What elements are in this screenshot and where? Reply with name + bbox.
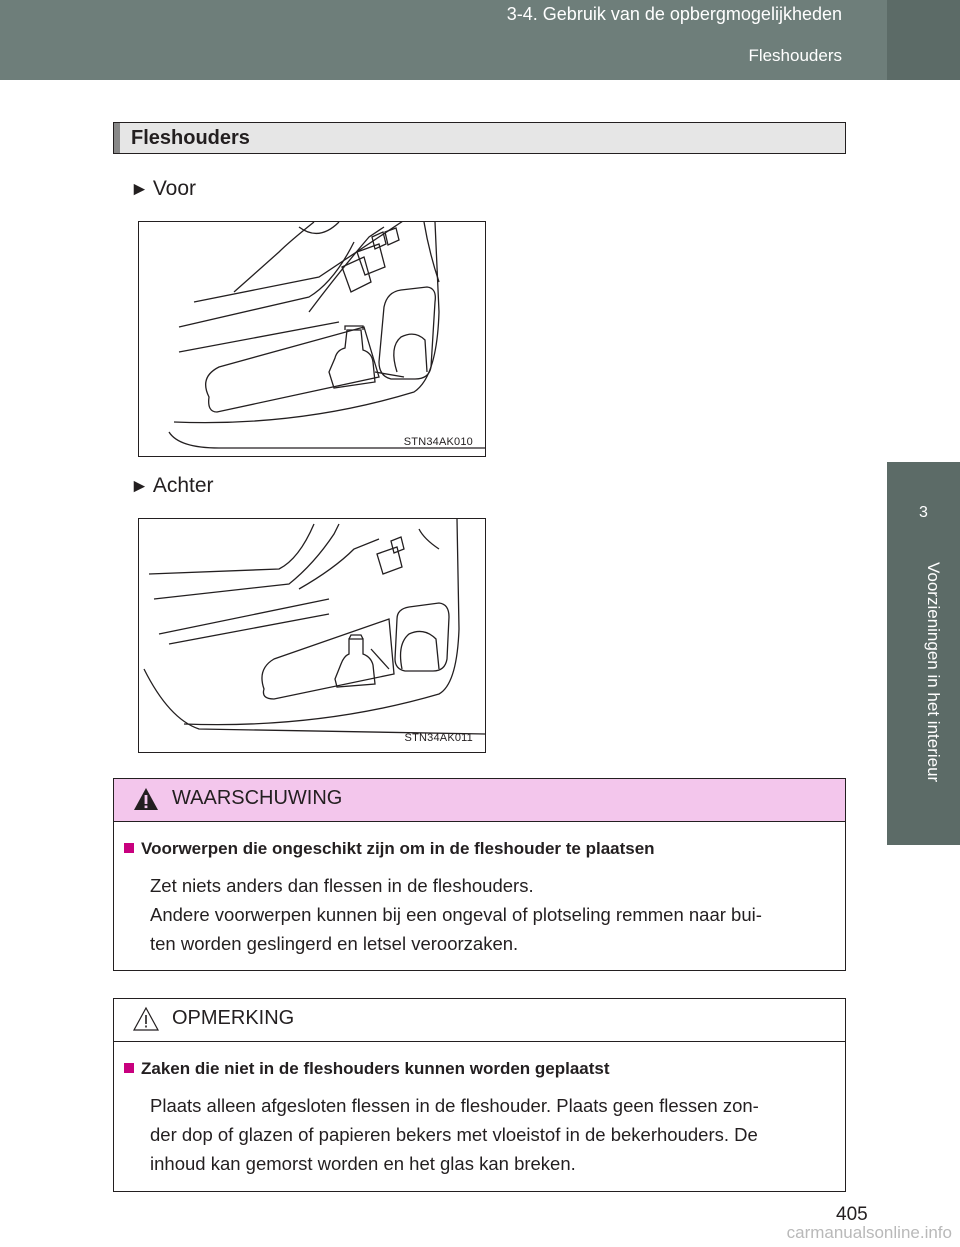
bullet-square-icon	[124, 1063, 134, 1073]
page-header	[0, 0, 887, 80]
header-section: 3-4. Gebruik van de opbergmogelijkheden	[506, 4, 842, 24]
section-title: Fleshouders	[131, 127, 250, 149]
warning-subhead-text: Voorwerpen die ongeschikt zijn om in de fleshouder te plaatsen	[141, 839, 655, 858]
figure-label-front	[130, 177, 196, 201]
front-door-bottle-holder-illustration	[139, 222, 485, 456]
notice-title: OPMERKING	[172, 1007, 295, 1029]
watermark: carmanualsonline.info	[786, 1223, 952, 1242]
warning-line: ten worden geslingerd en letsel veroorzaken.	[150, 933, 519, 954]
caution-triangle-outline-icon	[132, 1006, 160, 1032]
figure-label-text: Voor	[152, 177, 197, 200]
figure-label-rear	[130, 474, 214, 498]
notice-line: Plaats alleen afgesloten flessen in de fleshouder. Plaats geen flessen zon-	[150, 1095, 759, 1116]
warning-subhead	[124, 839, 655, 859]
warning-triangle-icon	[132, 786, 160, 812]
chapter-number: 3	[919, 504, 928, 521]
figure-rear-door	[138, 518, 486, 753]
chapter-side-tab	[887, 462, 960, 845]
warning-text	[150, 871, 825, 958]
arrow-right-icon: ►	[130, 179, 149, 200]
figure-code: STN34AK011	[404, 732, 473, 744]
notice-subhead	[124, 1059, 610, 1079]
notice-box	[113, 998, 846, 1192]
bullet-square-icon	[124, 843, 134, 853]
section-title-box	[113, 122, 846, 154]
header-subsection: Fleshouders	[748, 46, 842, 65]
figure-front-door	[138, 221, 486, 457]
warning-line: Andere voorwerpen kunnen bij een ongeval of plotseling remmen naar bui-	[150, 904, 762, 925]
notice-line: inhoud kan gemorst worden en het glas kan breken.	[150, 1153, 576, 1174]
warning-title: WAARSCHUWING	[172, 787, 343, 809]
warning-box	[113, 778, 846, 971]
figure-code: STN34AK010	[403, 436, 473, 448]
warning-line: Zet niets anders dan flessen in de fleshouders.	[150, 875, 534, 896]
warning-header	[114, 779, 845, 822]
notice-line: der dop of glazen of papieren bekers met vloeistof in de bekerhouders. De	[150, 1124, 758, 1145]
arrow-right-icon: ►	[130, 476, 149, 497]
section-title-accent	[114, 123, 120, 153]
figure-label-text: Achter	[152, 474, 214, 497]
rear-door-bottle-holder-illustration	[139, 519, 485, 752]
notice-header	[114, 999, 845, 1042]
page-number: 405	[836, 1204, 868, 1225]
side-tab-top	[887, 0, 960, 80]
notice-subhead-text: Zaken die niet in de fleshouders kunnen worden geplaatst	[141, 1059, 610, 1078]
chapter-title: Voorzieningen in het interieur	[924, 562, 943, 783]
notice-text	[150, 1091, 825, 1178]
